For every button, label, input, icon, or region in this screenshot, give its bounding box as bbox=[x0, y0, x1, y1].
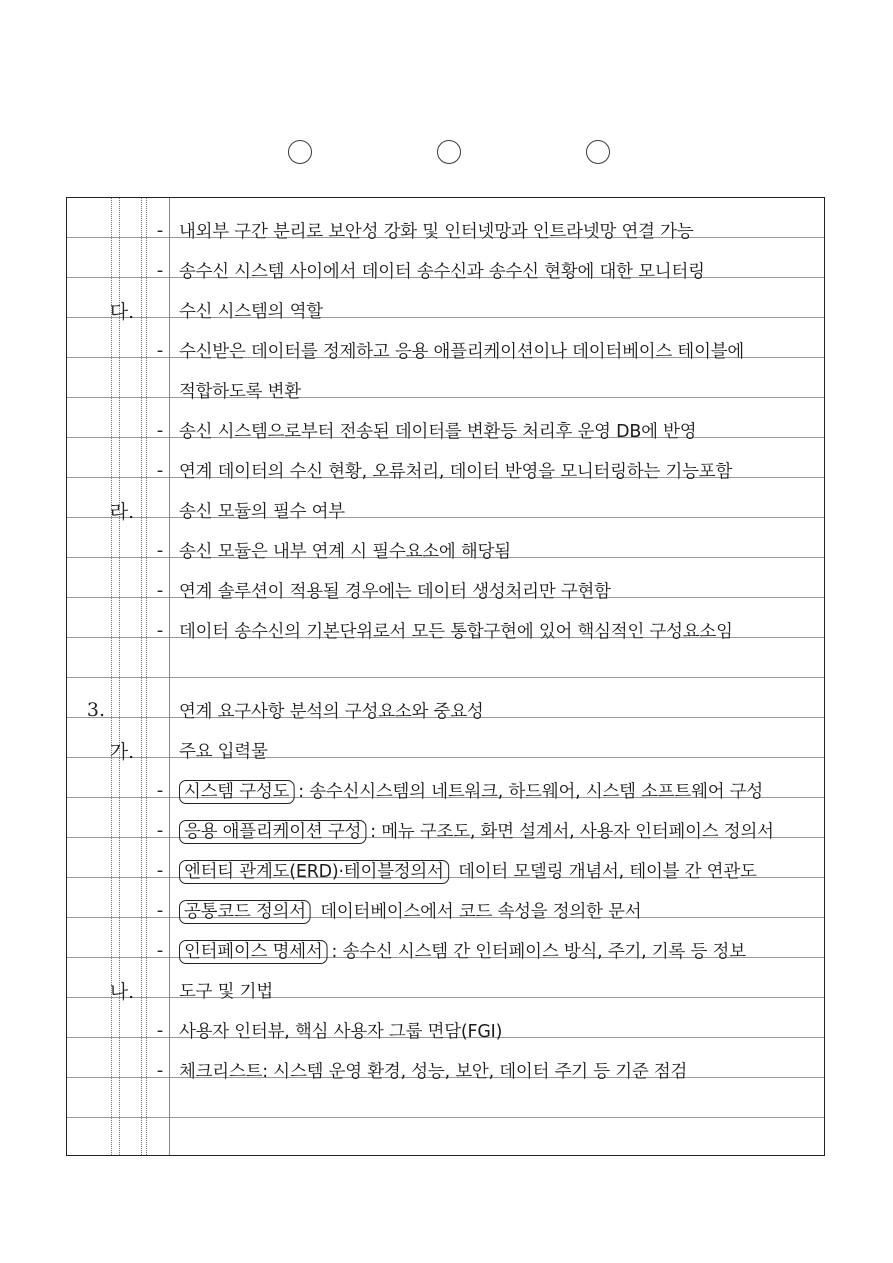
boxed-term: 엔터티 관계도(ERD)·테이블정의서 bbox=[179, 860, 449, 884]
section-number: 나. bbox=[109, 980, 135, 1003]
note-text bbox=[179, 258, 818, 283]
note-line bbox=[67, 650, 824, 690]
note-line bbox=[67, 930, 824, 970]
note-text bbox=[179, 418, 818, 443]
note-text bbox=[179, 778, 818, 803]
note-line bbox=[67, 410, 824, 450]
note-text bbox=[179, 458, 818, 483]
note-text bbox=[179, 938, 818, 963]
note-text-content: 체크리스트: 시스템 운영 환경, 성능, 보안, 데이터 주기 등 기준 점검 bbox=[179, 1061, 688, 1082]
note-line bbox=[67, 450, 824, 490]
bullet-dash: - bbox=[156, 619, 164, 641]
note-text bbox=[179, 1058, 818, 1083]
note-text-content: 적합하도록 변환 bbox=[179, 381, 301, 402]
note-text bbox=[179, 978, 818, 1003]
note-text-content: 도구 및 기법 bbox=[179, 981, 273, 1002]
note-line bbox=[67, 610, 824, 650]
note-text-content: 데이터 모델링 개념서, 테이블 간 연관도 bbox=[452, 861, 757, 882]
boxed-term: 인터페이스 명세서 bbox=[179, 940, 328, 964]
note-text-content: 사용자 인터뷰, 핵심 사용자 그룹 면담(FGI) bbox=[179, 1021, 503, 1042]
note-text bbox=[179, 858, 818, 883]
note-text bbox=[179, 898, 818, 923]
note-text-content: : 송수신 시스템 간 인터페이스 방식, 주기, 기록 등 정보 bbox=[331, 941, 746, 962]
section-number: 다. bbox=[109, 300, 135, 323]
bullet-dash: - bbox=[156, 859, 164, 881]
note-line bbox=[67, 770, 824, 810]
bullet-dash: - bbox=[156, 419, 164, 441]
note-text bbox=[179, 818, 818, 843]
note-text-content: 데이터 송수신의 기본단위로서 모든 통합구현에 있어 핵심적인 구성요소임 bbox=[179, 621, 733, 642]
note-text bbox=[179, 338, 818, 363]
note-text-content: 주요 입력물 bbox=[179, 741, 268, 762]
boxed-term: 공통코드 정의서 bbox=[179, 900, 311, 924]
note-line bbox=[67, 970, 824, 1010]
note-text-content: 연계 솔루션이 적용될 경우에는 데이터 생성처리만 구현함 bbox=[179, 581, 611, 602]
note-line bbox=[67, 1010, 824, 1050]
note-text-content: 데이터베이스에서 코드 속성을 정의한 문서 bbox=[314, 901, 642, 922]
note-text-content: 송신 시스템으로부터 전송된 데이터를 변환등 처리후 운영 DB에 반영 bbox=[179, 421, 697, 442]
note-line bbox=[67, 730, 824, 770]
note-text-content: 연계 요구사항 분석의 구성요소와 중요성 bbox=[179, 701, 484, 722]
section-number: 가. bbox=[109, 740, 135, 763]
note-text-content: 송신 모듈의 필수 여부 bbox=[179, 501, 345, 522]
bullet-dash: - bbox=[156, 539, 164, 561]
note-text-content: : 송수신시스템의 네트워크, 하드웨어, 시스템 소프트웨어 구성 bbox=[298, 781, 764, 802]
note-text bbox=[179, 698, 818, 723]
note-line bbox=[67, 290, 824, 330]
note-text bbox=[179, 218, 818, 243]
note-line bbox=[67, 370, 824, 410]
note-text-content: 수신 시스템의 역할 bbox=[179, 301, 323, 322]
bullet-dash: - bbox=[156, 219, 164, 241]
bullet-dash: - bbox=[156, 779, 164, 801]
note-line bbox=[67, 890, 824, 930]
note-line bbox=[67, 850, 824, 890]
note-text bbox=[179, 298, 818, 323]
note-line bbox=[67, 490, 824, 530]
note-text-content: 송수신 시스템 사이에서 데이터 송수신과 송수신 현황에 대한 모니터링 bbox=[179, 261, 705, 282]
note-line bbox=[67, 570, 824, 610]
note-text-content: 수신받은 데이터를 정제하고 응용 애플리케이션이나 데이터베이스 테이블에 bbox=[179, 341, 745, 362]
bullet-dash: - bbox=[156, 1019, 164, 1041]
bullet-dash: - bbox=[156, 259, 164, 281]
note-text-content: 내외부 구간 분리로 보안성 강화 및 인터넷망과 인트라넷망 연결 가능 bbox=[179, 221, 694, 242]
note-line bbox=[67, 330, 824, 370]
note-line bbox=[67, 530, 824, 570]
bullet-dash: - bbox=[156, 459, 164, 481]
punch-hole-right bbox=[586, 140, 610, 164]
note-text bbox=[179, 578, 818, 603]
note-line bbox=[67, 690, 824, 730]
note-text-content: : 메뉴 구조도, 화면 설계서, 사용자 인터페이스 정의서 bbox=[370, 821, 774, 842]
note-text-content: 연계 데이터의 수신 현황, 오류처리, 데이터 반영을 모니터링하는 기능포함 bbox=[179, 461, 733, 482]
bullet-dash: - bbox=[156, 819, 164, 841]
lined-note-sheet bbox=[66, 197, 825, 1156]
punch-hole-left bbox=[288, 140, 312, 164]
bullet-dash: - bbox=[156, 939, 164, 961]
bullet-dash: - bbox=[156, 1059, 164, 1081]
boxed-term: 시스템 구성도 bbox=[179, 780, 294, 804]
note-text bbox=[179, 1018, 818, 1043]
punch-hole-middle bbox=[437, 140, 461, 164]
note-line bbox=[67, 250, 824, 290]
note-text bbox=[179, 498, 818, 523]
boxed-term: 응용 애플리케이션 구성 bbox=[179, 820, 366, 844]
note-line bbox=[67, 810, 824, 850]
bullet-dash: - bbox=[156, 339, 164, 361]
note-line bbox=[67, 210, 824, 250]
note-text bbox=[179, 378, 818, 403]
note-text bbox=[179, 618, 818, 643]
note-text-content: 송신 모듈은 내부 연계 시 필수요소에 해당됨 bbox=[179, 541, 511, 562]
note-text bbox=[179, 738, 818, 763]
section-number: 라. bbox=[109, 500, 135, 523]
bullet-dash: - bbox=[156, 899, 164, 921]
section-number: 3. bbox=[86, 699, 106, 721]
bullet-dash: - bbox=[156, 579, 164, 601]
note-line bbox=[67, 1050, 824, 1090]
note-text bbox=[179, 538, 818, 563]
